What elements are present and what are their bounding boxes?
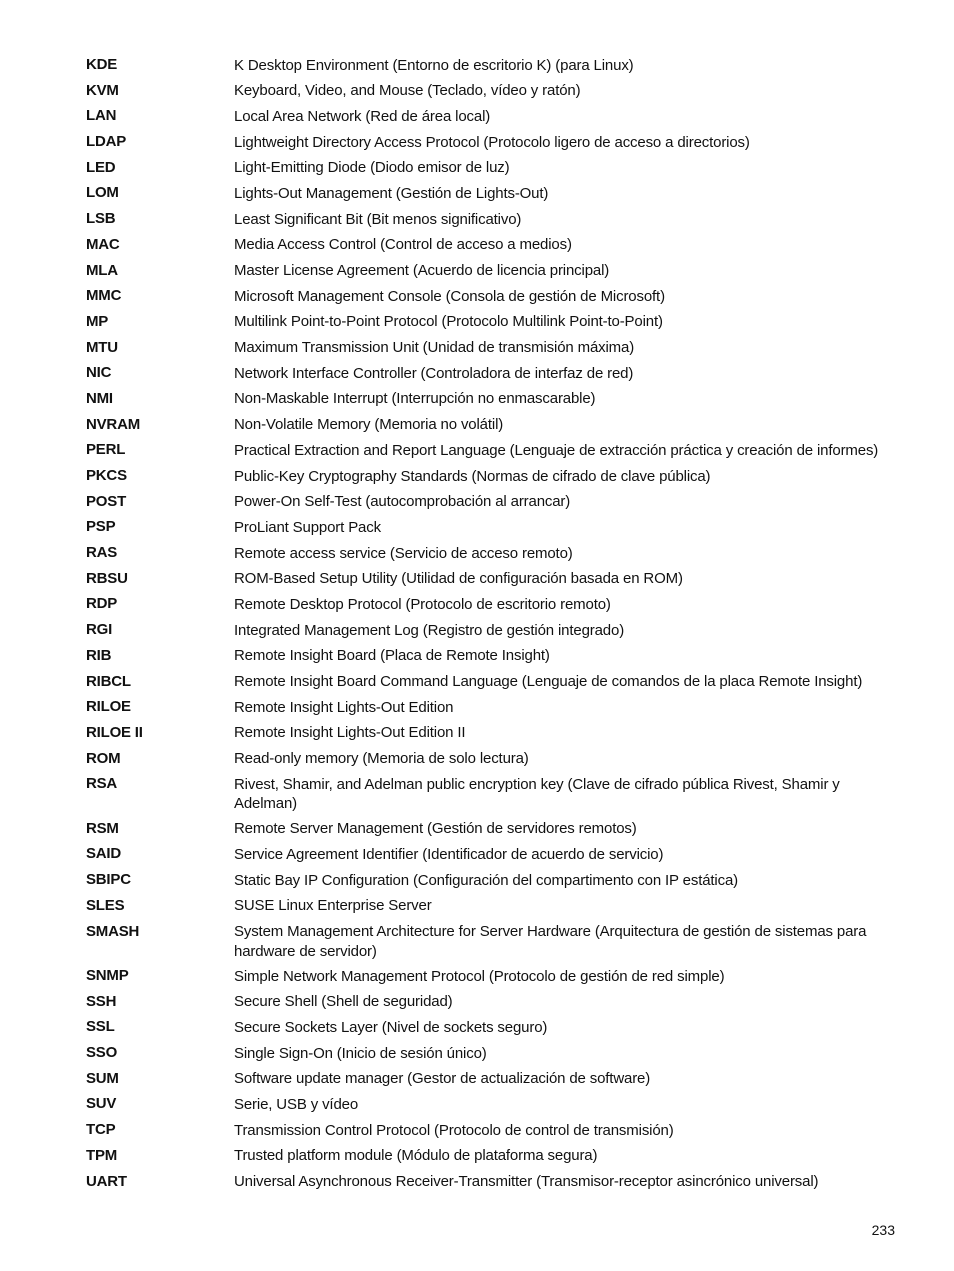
glossary-definition: ROM-Based Setup Utility (Utilidad de configuración basada en ROM) [234,570,683,588]
glossary-definition: Remote Insight Lights-Out Edition [234,698,454,716]
glossary-term: SSL [86,1018,115,1036]
glossary-definition: Least Significant Bit (Bit menos significativo) [234,210,522,228]
glossary-term: MAC [86,235,120,253]
glossary-entry [86,819,904,845]
glossary-entry [86,1094,904,1120]
glossary-entry [86,312,904,338]
glossary-term: RIBCL [86,672,131,690]
glossary-entry [86,1017,904,1043]
glossary-term: SLES [86,896,125,914]
glossary-entry [86,723,904,749]
glossary-entry [86,492,904,518]
glossary-entry [86,261,904,287]
glossary-definition: Simple Network Management Protocol (Protocolo de gestión de red simple) [234,967,725,985]
glossary-definition: Network Interface Controller (Controladora de interfaz de red) [234,364,634,382]
glossary-term: LAN [86,107,117,125]
glossary-definition: SUSE Linux Enterprise Server [234,897,432,915]
glossary-definition: Remote Insight Board Command Language (Lenguaje de comandos de la placa Remote Insight) [234,673,863,690]
glossary-entry [86,697,904,723]
glossary-definition: Lightweight Directory Access Protocol (Protocolo ligero de acceso a directorios) [234,133,750,151]
glossary-term: SUM [86,1069,119,1087]
glossary-definition: Lights-Out Management (Gestión de Lights-Out) [234,184,549,202]
glossary-definition: Master License Agreement (Acuerdo de licencia principal) [234,262,610,279]
glossary-definition: Non-Maskable Interrupt (Interrupción no enmascarable) [234,390,596,408]
glossary-entry [86,158,904,184]
glossary-definition: Remote Insight Board (Placa de Remote Insight) [234,647,550,665]
glossary-definition: Service Agreement Identifier (Identificador de acuerdo de servicio) [234,845,664,863]
glossary-definition: Transmission Control Protocol (Protocolo de control de transmisión) [234,1121,674,1139]
glossary-definition: K Desktop Environment (Entorno de escritorio K) (para Linux) [234,56,634,74]
glossary-term: RGI [86,621,113,639]
glossary-term: MLA [86,261,118,279]
glossary-definition: Power-On Self-Test (autocomprobación al arrancar) [234,493,571,511]
glossary-definition: Secure Sockets Layer (Nivel de sockets seguro) [234,1018,548,1036]
glossary-entry [86,922,904,967]
glossary-term: NVRAM [86,415,140,433]
glossary-entry [86,132,904,158]
glossary-term: SAID [86,845,122,863]
glossary-term: SUV [86,1095,117,1113]
glossary-term: PERL [86,441,126,459]
glossary-term: LOM [86,184,119,202]
glossary-term: RBSU [86,569,128,587]
glossary-definition: Trusted platform module (Módulo de plataforma segura) [234,1147,598,1165]
glossary-term: RIB [86,646,112,664]
glossary-definition: Light-Emitting Diode (Diodo emisor de luz) [234,159,510,177]
glossary-entry [86,844,904,870]
glossary-term: LDAP [86,133,127,151]
glossary-term: ROM [86,749,121,767]
glossary-term: TPM [86,1146,118,1164]
glossary-definition: Integrated Management Log (Registro de gestión integrado) [234,621,625,639]
glossary-term: SNMP [86,967,129,984]
glossary-definition: ProLiant Support Pack [234,518,381,536]
glossary-term: NIC [86,364,112,382]
glossary-definition: Single Sign-On (Inicio de sesión único) [234,1044,487,1062]
glossary-entry [86,966,904,992]
glossary-definition: Remote Server Management (Gestión de servidores remotos) [234,820,637,838]
glossary-term: SMASH [86,922,140,940]
glossary-term: MMC [86,287,122,305]
glossary-definition: Read-only memory (Memoria de solo lectura) [234,750,529,768]
glossary-term: SSO [86,1044,118,1062]
glossary-term: RILOE II [86,723,143,741]
glossary-entry [86,81,904,107]
glossary-entry [86,672,904,698]
glossary-entry [86,1120,904,1146]
glossary-definition: Serie, USB y vídeo [234,1095,359,1113]
glossary-definition: Software update manager (Gestor de actualización de software) [234,1070,651,1088]
glossary-definition: Static Bay IP Configuration (Configuración del compartimento con IP estática) [234,871,738,889]
glossary-definition: Secure Shell (Shell de seguridad) [234,993,453,1011]
glossary-entry [86,286,904,312]
glossary-term: KDE [86,56,118,73]
glossary-definition: System Management Architecture for Server Hardware (Arquitectura de gestión de sistemas para hardware de servidor) [234,923,867,960]
glossary-definition: Media Access Control (Control de acceso a medios) [234,236,572,254]
glossary-entry [86,440,904,466]
glossary-term: RDP [86,595,118,613]
glossary-definition: Remote access service (Servicio de acceso remoto) [234,544,573,562]
glossary-definition: Universal Asynchronous Receiver-Transmitter (Transmisor-receptor asincrónico universal) [234,1173,819,1190]
glossary-entry [86,517,904,543]
glossary-term: MTU [86,338,118,356]
glossary-entry [86,55,904,81]
glossary-definition: Remote Desktop Protocol (Protocolo de escritorio remoto) [234,595,611,613]
glossary-definition: Non-Volatile Memory (Memoria no volátil) [234,416,504,434]
glossary-list [86,55,904,1197]
glossary-entry [86,543,904,569]
glossary-term: LED [86,158,116,176]
glossary-term: RILOE [86,698,131,716]
glossary-entry [86,415,904,441]
glossary-entry [86,106,904,132]
glossary-entry [86,896,904,922]
glossary-term: PKCS [86,467,127,484]
glossary-definition: Microsoft Management Console (Consola de gestión de Microsoft) [234,287,665,305]
glossary-definition: Remote Insight Lights-Out Edition II [234,724,466,742]
glossary-entry [86,774,904,819]
glossary-definition: Keyboard, Video, and Mouse (Teclado, vídeo y ratón) [234,82,581,100]
glossary-entry [86,363,904,389]
glossary-entry [86,1172,904,1198]
glossary-term: POST [86,492,127,510]
glossary-term: KVM [86,81,119,99]
glossary-entry [86,646,904,672]
glossary-term: SBIPC [86,871,131,889]
glossary-term: RSA [86,775,118,793]
glossary-entry [86,1069,904,1095]
glossary-term: RAS [86,544,118,562]
glossary-entry [86,749,904,775]
glossary-entry [86,870,904,896]
glossary-term: MP [86,312,109,330]
glossary-entry [86,569,904,595]
glossary-entry [86,338,904,364]
glossary-term: UART [86,1172,127,1190]
glossary-entry [86,1043,904,1069]
glossary-definition: Practical Extraction and Report Language (Lenguaje de extracción práctica y creación de informes) [234,441,879,459]
glossary-definition: Multilink Point-to-Point Protocol (Protocolo Multilink Point-to-Point) [234,313,663,331]
glossary-term: RSM [86,819,119,837]
glossary-entry [86,183,904,209]
glossary-entry [86,209,904,235]
glossary-term: LSB [86,210,116,228]
page-number: 233 [871,1222,895,1238]
glossary-term: SSH [86,992,117,1010]
glossary-term: PSP [86,518,116,536]
glossary-definition: Maximum Transmission Unit (Unidad de transmisión máxima) [234,339,635,357]
glossary-definition: Local Area Network (Red de área local) [234,107,491,125]
glossary-entry [86,389,904,415]
glossary-entry [86,235,904,261]
glossary-entry [86,620,904,646]
glossary-entry [86,466,904,492]
glossary-term: TCP [86,1121,116,1139]
glossary-definition: Rivest, Shamir, and Adelman public encryption key (Clave de cifrado pública Rivest, Shamir y Adelman) [234,775,840,813]
glossary-entry [86,594,904,620]
glossary-definition: Public-Key Cryptography Standards (Normas de cifrado de clave pública) [234,467,711,485]
glossary-entry [86,1146,904,1172]
glossary-entry [86,992,904,1018]
glossary-term: NMI [86,389,113,407]
